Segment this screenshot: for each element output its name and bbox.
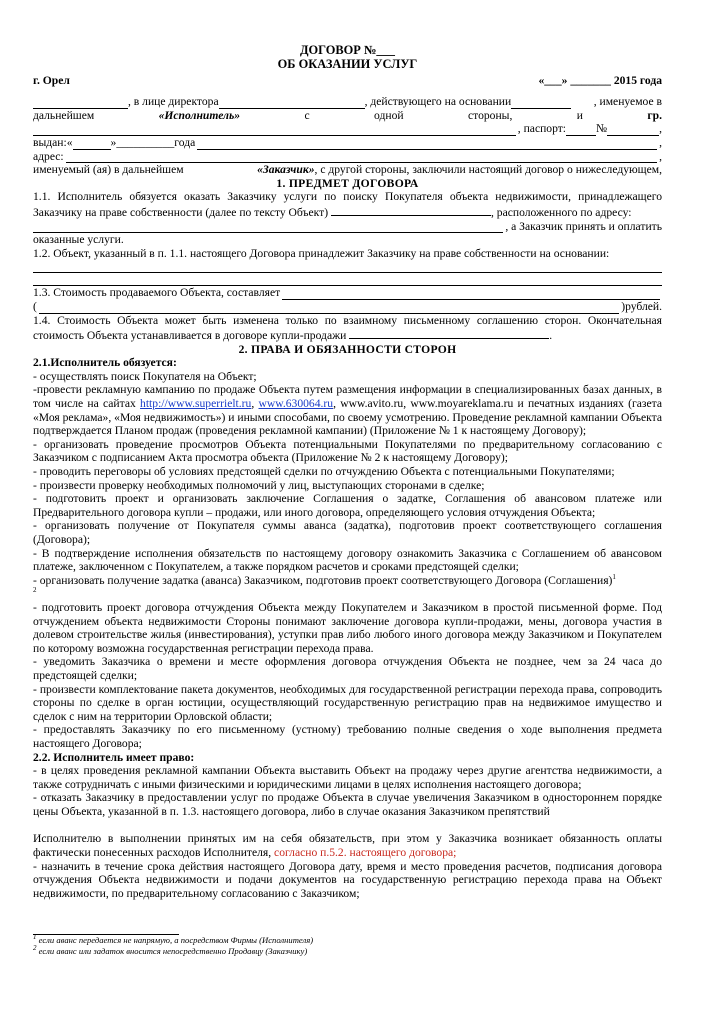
clause-1-1: 1.1. Исполнитель обязуется оказать Заказчику услуги по поиску Покупателя объекта недвижимости, принадлежащего Заказчику на праве собственности (далее по тексту Объект) , расположенного по адресу: [33, 190, 662, 219]
party-line-2: дальнейшем «Исполнитель» с одной стороны, и гр. [33, 108, 662, 122]
item: - подготовить проект и организовать заключение Соглашения о задатке, Соглашения об авансовом платеже или Предварительного договора купли – продажи, или иного договора, определяющего условия отчуждения Объекта; [33, 492, 662, 519]
link-superrielt[interactable]: http://www.superrielt.ru [140, 397, 252, 411]
clause-2-2-heading: 2.2. Исполнитель имеет право: [33, 750, 195, 764]
footnote-1: $^1$ если аванс передается не напрямую, а посредством Фирмы (Исполнителя) [33, 933, 314, 946]
clause-1-1-cont: , а Заказчик принять и оплатить [33, 220, 662, 234]
item: - проводить переговоры об условиях предстоящей сделки по отчуждению Объекта с потенциальными Покупателями; [33, 465, 615, 479]
clause-1-2: 1.2. Объект, указанный в п. 1.1. настоящего Договора принадлежит Заказчику на праве собственности на основании: [33, 246, 610, 260]
city: г. Орел [33, 73, 70, 87]
party-line-4: выдан:« »__________года , [33, 135, 662, 149]
clause-1-1-end: оказанные услуги. [33, 233, 124, 247]
party-line-3: , паспорт: № , [33, 122, 662, 136]
item-footnote-2: 2 [33, 586, 37, 595]
footnote-2: $^2$ если аванс или задаток вносится непосредственно Продавцу (Заказчику) [33, 943, 308, 956]
city-date-row [33, 74, 662, 88]
item-compensation: Исполнителю в выполнении принятых им на себя обязательств, при этом у Заказчика возникает обязанность оплаты фактически понесенных расходов Исполнителя, согласно п.5.2. настоящего договора; [33, 832, 662, 860]
item: - организовать проведение просмотров Объекта потенциальными Покупателями по предварительному согласованию с Заказчиком с подписанием Акта просмотра объекта (Приложение № 2 к настоящему Договору); [33, 437, 662, 465]
item-advertising: -провести рекламную кампанию по продаже Объекта путем размещения информации в специализированных базах данных, в том числе на сайтах http://www.superrielt.ru, www.630064.ru, www.avito.ru, www.moyareklama.ru и печатных изданиях (газета «Моя реклама», «Моя недвижимость») и иными способами, по своему усмотрению. Проведение рекламной кампании Объекта подтверждается Планом продаж (проведения рекламной кампании) (Приложение № 1 к настоящему Договору); [33, 383, 663, 438]
item-footnote-1: - организовать получение задатка (аванса) Заказчиком, подготовив проект соответствующего Договора (Соглашения)$^1$ [33, 572, 616, 587]
item: - осуществлять поиск Покупателя на Объект; [33, 369, 257, 383]
item: - уведомить Заказчика о времени и месте оформления договора отчуждения Объекта не позднее, чем за 24 часа до предстоящей сделки; [33, 655, 662, 682]
doc-subtitle: ОБ ОКАЗАНИИ УСЛУГ [277, 56, 418, 71]
item: - назначить в течение срока действия настоящего Договора дату, время и место проведения расчетов, подписания договора отчуждения Объекта недвижимости и подачи документов на государственную регистрацию перехода права на Объект недвижимости, по предварительному согласованию с Заказчиком; [33, 859, 662, 900]
item: - организовать получение от Покупателя суммы аванса (задатка), подготовив проект соответствующего соглашения (Договора); [33, 519, 662, 546]
item: - произвести проверку необходимых полномочий у лиц, выступающих сторонами в сделке; [33, 478, 485, 492]
blank-line [33, 273, 662, 286]
party-line-5: адрес: , [33, 149, 662, 163]
document-page [33, 44, 662, 956]
doc-title: ДОГОВОР №___ [300, 43, 395, 57]
clause-1-3: 1.3. Стоимость продаваемого Объекта, составляет [33, 286, 662, 300]
item: - в целях проведения рекламной кампании Объекта выставить Объект на продажу через другие агентства недвижимости, а также сотрудничать с иными физическими и юридическими лицами в целях исполнения настоящего договора; [33, 764, 662, 791]
section-1-heading: 1. ПРЕДМЕТ ДОГОВОРА [276, 176, 419, 190]
item: - произвести комплектование пакета документов, необходимых для государственной регистрации перехода права, сопроводить стороны по сделке в орган юстиции, осуществляющий государственную регистрацию прав на недвижимое имущество и сделок с ним на территории Орловской области; [33, 682, 662, 723]
clause-2-1-heading: 2.1.Исполнитель обязуется: [33, 356, 177, 370]
blank-line [33, 260, 662, 273]
party-line-6: именуемый (ая) в дальнейшем «Заказчик» , с другой стороны, заключили настоящий договор о нижеследующем, [33, 163, 662, 177]
item: - подготовить проект договора отчуждения Объекта между Покупателем и Заказчиком в простой письменной форме. Под отчуждением объекта недвижимости Стороны понимают заключение договора купли-продажи, мены, договора участия в долевом строительстве жилья (инвестирования), уступки прав либо любого иного договора между Заказчиком и Покупателем по которому возможна государственная регистрации перехода права. [33, 600, 662, 655]
item: - отказать Заказчику в предоставлении услуг по продаже Объекта в случае увеличения Заказчиком в одностороннем порядке цены Объекта, указанной в п. 1.3. настоящего договора, либо в случае оказания Заказчиком препятствий [33, 791, 662, 818]
section-2-heading: 2. ПРАВА И ОБЯЗАННОСТИ СТОРОН [238, 342, 457, 356]
clause-1-4: 1.4. Стоимость Объекта может быть изменена только по взаимному письменному соглашению сторон. Окончательная стоимость Объекта устанавливается в договоре купли-продажи . [33, 313, 662, 343]
item: - предоставлять Заказчику по его письменному (устному) требованию полные сведения о ходе выполнения предмета настоящего Договора; [33, 723, 662, 750]
date: «___» _______ 2015 года [538, 73, 662, 87]
item: - В подтверждение исполнения обязательств по настоящему договору ознакомить Заказчика с Соглашением об авансовом платеже, заключенном с Покупателем, а также порядком расчетов и сроками предстоящей сделки; [33, 546, 662, 574]
clause-1-3-cont: ( )рублей. [33, 299, 662, 313]
reference-5-2: согласно п.5.2. настоящего договора; [274, 846, 457, 860]
link-630064[interactable]: www.630064.ru [258, 397, 334, 411]
party-line-1: , в лице директора , действующего на основании , именуемое в [33, 95, 662, 109]
